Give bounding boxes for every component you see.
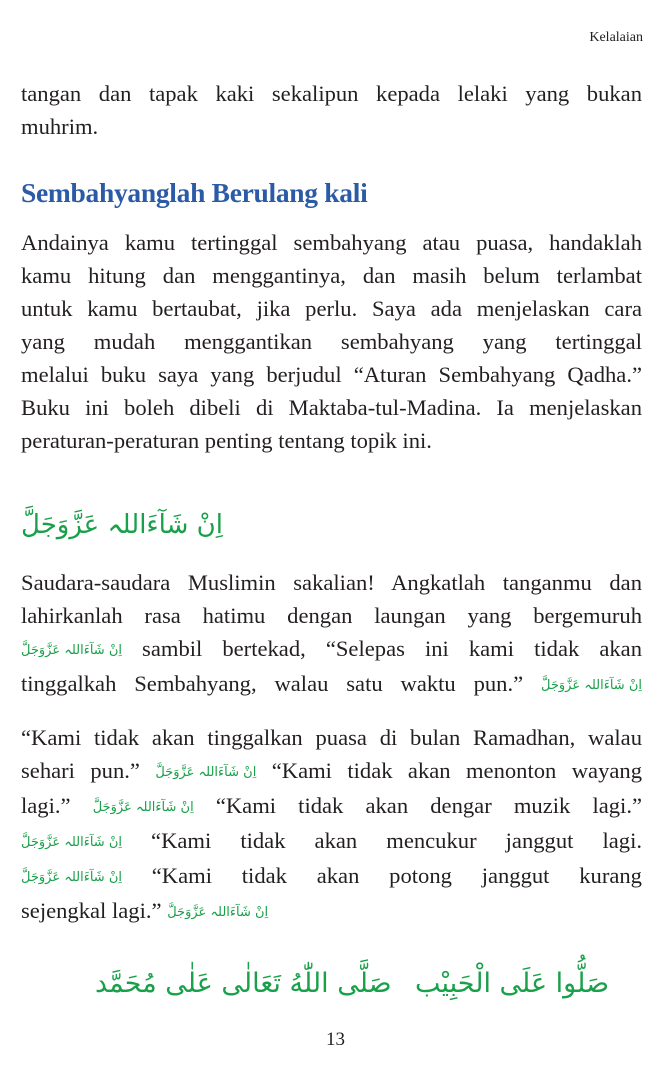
exhortation-line: tinggalkah Sembahyang, walau satu waktu pun.” اِنْ شَآءَاللہ عَزَّوَجَلَّ xyxy=(21,667,642,702)
pledge-line: اِنْ شَآءَاللہ عَزَّوَجَلَّ “Kami tidak akan mencukur janggut lagi. xyxy=(21,824,642,859)
salawat-right-calligraphy: صَلَّى اللّٰهُ تَعَالٰى عَلٰى مُحَمَّد xyxy=(95,968,392,999)
page-number: 13 xyxy=(326,1029,345,1050)
section-line: melalui buku saya yang berjudul “Aturan Sembahyang Qadha.” xyxy=(21,362,642,387)
section-line: peraturan-peraturan penting tentang topik ini. xyxy=(21,428,432,453)
running-header: Kelalaian xyxy=(589,30,643,45)
intro-line: muhrim. xyxy=(21,114,99,139)
pledge-line: اِنْ شَآءَاللہ عَزَّوَجَلَّ “Kami tidak akan potong janggut kurang xyxy=(21,859,642,894)
insha-allah-inline: اِنْ شَآءَاللہ عَزَّوَجَلَّ xyxy=(155,765,257,780)
pledge-paragraph xyxy=(21,721,642,929)
section-paragraph xyxy=(21,226,642,457)
exhortation-paragraph xyxy=(21,566,642,702)
exhortation-line: اِنْ شَآءَاللہ عَزَّوَجَلَّ sambil bertekad, “Selepas ini kami tidak akan xyxy=(21,632,642,667)
insha-allah-inline: اِنْ شَآءَاللہ عَزَّوَجَلَّ xyxy=(92,800,194,815)
section-line: untuk kamu bertaubat, jika perlu. Saya ada menjelaskan cara xyxy=(21,296,642,321)
insha-allah-inline: اِنْ شَآءَاللہ عَزَّوَجَلَّ xyxy=(21,870,122,885)
exhortation-line: Saudara-saudara Muslimin sakalian! Angkatlah tanganmu dan xyxy=(21,570,642,595)
section-line: Andainya kamu tertinggal sembahyang atau puasa, handaklah xyxy=(21,230,642,255)
insha-allah-inline: اِنْ شَآءَاللہ عَزَّوَجَلَّ xyxy=(541,678,642,693)
intro-line: tangan dan tapak kaki sekalipun kepada lelaki yang bukan xyxy=(21,81,642,106)
salawat-left-calligraphy: صَلُّوا عَلَى الْحَبِيْب xyxy=(415,968,609,999)
pledge-line: lagi.” اِنْ شَآءَاللہ عَزَّوَجَلَّ “Kami tidak akan dengar muzik lagi.” xyxy=(21,789,642,824)
section-line: Buku ini boleh dibeli di Maktaba-tul-Madina. Ia menjelaskan xyxy=(21,395,642,420)
exhortation-line: lahirkanlah rasa hatimu dengan laungan yang bergemuruh xyxy=(21,603,642,628)
section-heading: Sembahyanglah Berulang kali xyxy=(21,177,368,208)
pledge-line: sejengkal lagi.” اِنْ شَآءَاللہ عَزَّوَجَلَّ xyxy=(21,894,642,929)
insha-allah-inline: اِنْ شَآءَاللہ عَزَّوَجَلَّ xyxy=(167,905,269,920)
insha-allah-calligraphy: اِنْ شَآءَاللہ عَزَّوَجَلَّ xyxy=(21,510,223,540)
insha-allah-inline: اِنْ شَآءَاللہ عَزَّوَجَلَّ xyxy=(21,643,122,658)
pledge-line: “Kami tidak akan tinggalkan puasa di bulan Ramadhan, walau xyxy=(21,725,642,750)
section-line: yang mudah menggantikan sembahyang yang tertinggal xyxy=(21,329,642,354)
intro-paragraph xyxy=(21,77,642,143)
pledge-line: sehari pun.” اِنْ شَآءَاللہ عَزَّوَجَلَّ “Kami tidak akan menonton wayang xyxy=(21,754,642,789)
insha-allah-inline: اِنْ شَآءَاللہ عَزَّوَجَلَّ xyxy=(21,835,122,850)
section-line: kamu hitung dan menggantinya, dan masih belum terlambat xyxy=(21,263,642,288)
